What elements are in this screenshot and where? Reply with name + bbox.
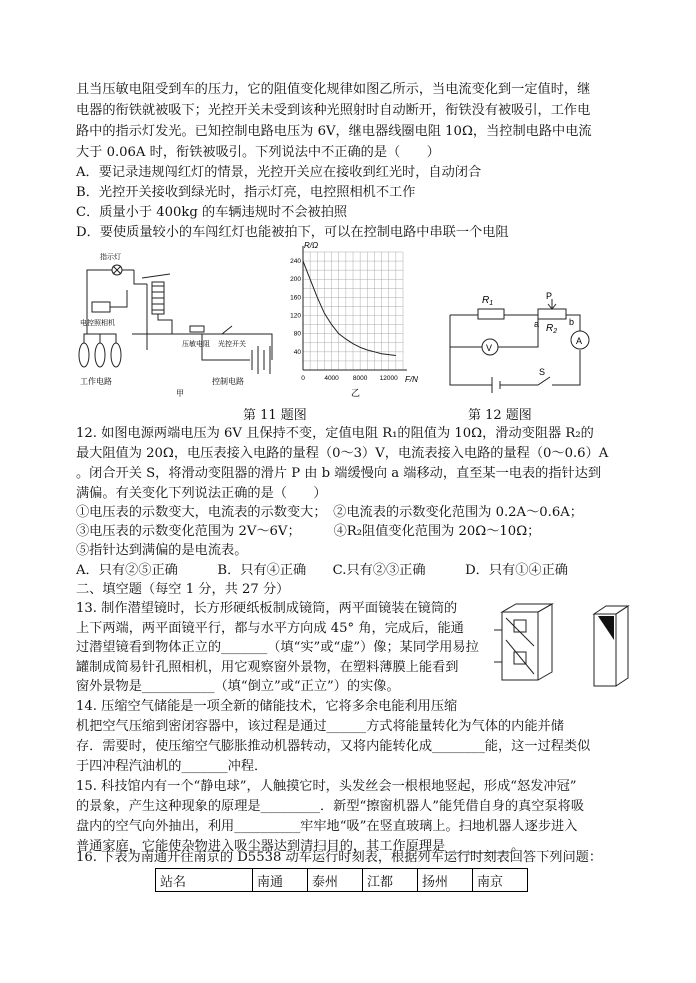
y-tick-label: 240 (290, 258, 301, 266)
q15-line-1: 15. 科技馆内有一个“静电球”，人触摸它时，头发丝会一根根地竖起，形成“怒发冲冠” (76, 779, 577, 794)
y-tick-label: 120 (290, 312, 301, 320)
indicator-label: 指示灯 (100, 254, 121, 261)
x-tick-label: 8000 (352, 375, 368, 382)
q13-line-3: 过潜望镜看到物体正立的_______（填“实”或“虚”）像；某同学用易拉 (76, 640, 479, 655)
chart-grid (303, 246, 407, 370)
q12-statement-1: ①电压表的示数变大，电流表的示数变大； ②电流表的示数变化范围为 0.2A～0.6A； (76, 505, 583, 520)
r1-label: $R_1$ (482, 295, 494, 307)
camera-label: 电控照相机 (80, 320, 115, 327)
q12-statement-2: ③电压表的示数变化范围为 2V～6V； ④R₂阻值变化范围为 20Ω～10Ω； (76, 524, 541, 539)
control-circuit-label: 控制电路 (212, 377, 244, 386)
fig12-caption: 第 12 题图 (468, 408, 532, 423)
q14-line-3: 存．需要时，使压缩空气膨胀推动机器转动，又将内能转化成________能，这一过程类似 (76, 739, 591, 754)
q15-line-4: 普通家庭，它能使杂物进入吸尘器达到清扫目的，其工作原理是__________。 (76, 839, 525, 854)
table-cell: 南京 (473, 869, 528, 892)
x-tick-label: 0 (301, 375, 305, 382)
switch-label: S (539, 367, 546, 377)
q11-option-d: D．要使质量较小的车闯红灯也能被拍下，可以在控制电路中串联一个电阻 (76, 225, 509, 240)
q13-line-2: 上下两端，两平面镜平行，都与水平方向成 45° 角，完成后，能通 (76, 621, 464, 636)
table-cell: 江都 (363, 869, 418, 892)
q15-line-3: 盘内的空气向外抽出，利用__________牢牢地“吸”在竖直玻璃上。扫地机器人逐步进入 (76, 819, 578, 834)
q11-line-4: 大于 0.06A 时，衔铁被吸引。下列说法中不正确的是（ ） (76, 145, 440, 160)
q16-line-1: 16. 下表为南通开往南京的 D5538 动车运行时刻表，根据列车运行时刻表回答下列问题： (76, 850, 603, 865)
periscope-figure (492, 600, 642, 692)
pressure-label: 压敏电阻 (182, 341, 210, 348)
q11-line-2: 电器的衔铁就被吸下；光控开关未受到该种光照射时自动断开，衔铁没有被吸引，工作电 (76, 103, 591, 118)
b-label: b (569, 317, 575, 327)
q12-statement-3: ⑤指针达到满偏的是电流表。 (76, 543, 248, 558)
y-tick-label: 160 (290, 294, 301, 302)
y-tick-label: 200 (290, 276, 301, 284)
work-circuit-label: 工作电路 (80, 377, 112, 386)
x-axis-label: F/N (405, 375, 418, 384)
q13-line-4: 罐制成简易针孔照相机，用它观察窗外景物，在塑料薄膜上能看到 (76, 660, 459, 675)
y-tick-label: 80 (293, 330, 301, 338)
x-tick-label: 4000 (324, 375, 339, 382)
table-cell: 扬州 (418, 869, 473, 892)
q14-line-2: 机把空气压缩到密闭容器中，该过程是通过______方式将能量转化为气体的内能并储 (76, 719, 564, 734)
q12-line-2: 最大阻值为 20Ω，电压表接入电路的量程（0～3）V，电流表接入电路的量程（0～0.6）A (76, 446, 609, 461)
q11-option-b: B．光控开关接收到绿光时，指示灯亮，电控照相机不工作 (76, 185, 416, 200)
yi-label: 乙 (351, 388, 361, 398)
q14-line-1: 14. 压缩空气储能是一项全新的储能技术，它将多余电能利用压缩 (76, 699, 458, 714)
q13-line-5: 窗外景物是___________（填“倒立”或“正立”）的实像。 (76, 679, 400, 694)
q12-circuit-figure (440, 285, 600, 395)
q12-line-1: 12. 如图电源两端电压为 6V 且保持不变，定值电阻 R₁的阻值为 10Ω，滑动变阻器 R₂的 (76, 426, 594, 441)
table-cell: 南通 (253, 869, 308, 892)
table-cell: 站名 (156, 869, 253, 892)
a-label: a (534, 319, 540, 329)
y-axis-label: R/Ω (304, 241, 319, 250)
q14-line-4: 于四冲程汽油机的_______冲程． (76, 759, 268, 774)
y-tick-label: 40 (293, 348, 301, 356)
x-tick-label: 12000 (379, 375, 398, 382)
timetable-header-row (156, 869, 528, 892)
q11-line-1: 且当压敏电阻受到车的压力，它的阻值变化规律如图乙所示，当电流变化到一定值时，继 (76, 82, 591, 97)
q15-line-2: 的景象，产生这种现象的原理是_________．新型“擦窗机器人”能凭借自身的真空泵将吸 (76, 799, 585, 814)
jia-label: 甲 (176, 389, 184, 398)
q11-option-c: C．质量小于 400kg 的车辆违规时不会被拍照 (76, 205, 348, 220)
timetable (155, 868, 528, 892)
q11-line-3: 路中的指示灯发光。已知控制电路电压为 6V，继电器线圈电阻 10Ω，当控制电路中电流 (76, 124, 592, 139)
r2-label: $R_2$ (546, 323, 558, 335)
q12-options: A．只有②⑤正确 B．只有④正确 C.只有②③正确 D．只有①④正确 (76, 563, 568, 578)
q11-circuit-figure (72, 250, 292, 400)
ammeter-label: A (576, 336, 583, 346)
table-cell: 泰州 (308, 869, 363, 892)
section-2-title: 二、填空题（每空 1 分，共 27 分） (76, 582, 290, 597)
q13-line-1: 13. 制作潜望镜时，长方形硬纸板制成镜筒，两平面镜装在镜筒的 (76, 601, 458, 616)
voltmeter-label: V (486, 343, 493, 353)
q11-option-a: A．要记录违规闯红灯的情景，光控开关应在接收到红光时，自动闭合 (76, 165, 482, 180)
p-label: P (546, 291, 553, 301)
q12-line-3: 。闭合开关 S，将滑动变阻器的滑片 P 由 b 端缓慢向 a 端移动，直至某一电表的指针达到 (76, 466, 602, 481)
r-f-chart (285, 238, 425, 400)
light-switch-label: 光控开关 (218, 341, 246, 348)
fig11-caption: 第 11 题图 (243, 408, 307, 423)
q12-line-4: 满偏。有关变化下列说法正确的是（ ） (76, 486, 327, 501)
series-line (303, 261, 396, 355)
